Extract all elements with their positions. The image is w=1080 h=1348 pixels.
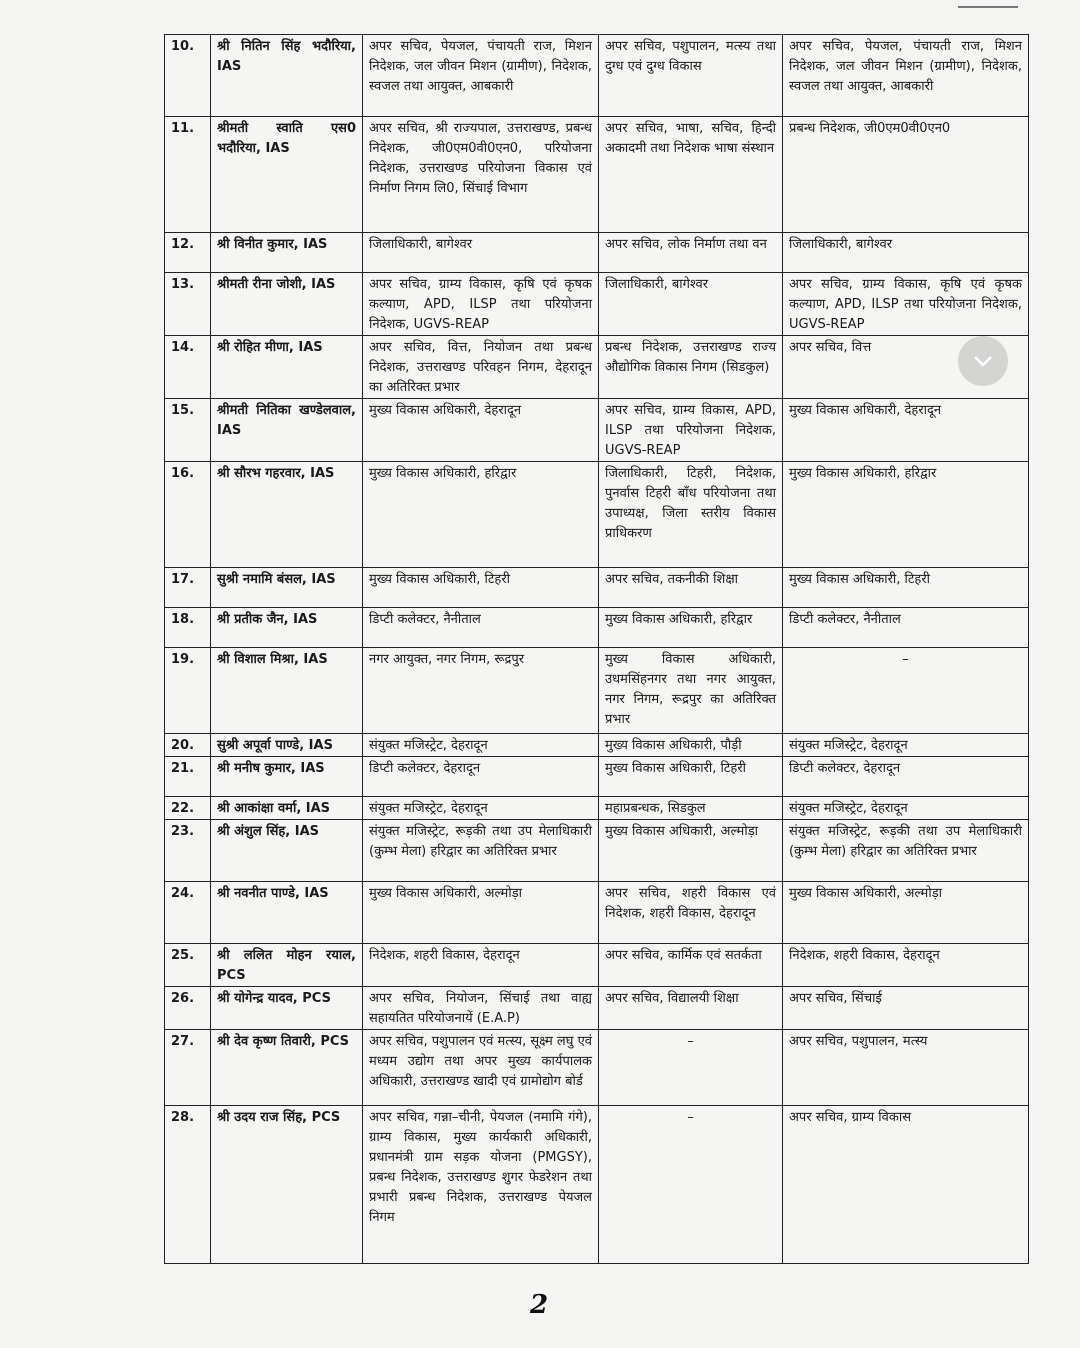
- current-post: मुख्य विकास अधिकारी, अल्मोड़ा: [363, 882, 599, 944]
- row-number: 23.: [165, 820, 211, 882]
- relieved-post: मुख्य विकास अधिकारी, अल्मोड़ा: [783, 882, 1029, 944]
- current-post: मुख्य विकास अधिकारी, टिहरी: [363, 568, 599, 608]
- relieved-post: मुख्य विकास अधिकारी, हरिद्वार: [783, 462, 1029, 568]
- table-row: [165, 797, 1029, 820]
- table-row: [165, 882, 1029, 944]
- relieved-post: अपर सचिव, पशुपालन, मत्स्य: [783, 1030, 1029, 1106]
- officer-name: श्रीमती स्वाति एस0 भदौरिया, IAS: [211, 117, 363, 233]
- row-number: 14.: [165, 336, 211, 399]
- table-row: [165, 648, 1029, 734]
- officer-name: श्री विनीत कुमार, IAS: [211, 233, 363, 273]
- table-row: [165, 1106, 1029, 1264]
- current-post: अपर सचिव, पशुपालन एवं मत्स्य, सूक्ष्म लघु एवं मध्यम उद्योग तथा अपर मुख्य कार्यपालक अधिकारी, उत्तराखण्ड खादी एवं ग्रामोद्योग बोर्ड: [363, 1030, 599, 1106]
- table-row: [165, 399, 1029, 462]
- new-post: मुख्य विकास अधिकारी, उधमसिंहनगर तथा नगर आयुक्त, नगर निगम, रूद्रपुर का अतिरिक्त प्रभार: [599, 648, 783, 734]
- page-number: 2: [530, 1290, 549, 1320]
- row-number: 17.: [165, 568, 211, 608]
- relieved-post: डिप्टी कलेक्टर, देहरादून: [783, 757, 1029, 797]
- current-post: संयुक्त मजिस्ट्रेट, रूड़की तथा उप मेलाधिकारी (कुम्भ मेला) हरिद्वार का अतिरिक्त प्रभार: [363, 820, 599, 882]
- table-row: [165, 734, 1029, 757]
- row-number: 25.: [165, 944, 211, 987]
- new-post: अपर सचिव, शहरी विकास एवं निदेशक, शहरी विकास, देहरादून: [599, 882, 783, 944]
- relieved-post: अपर सचिव, ग्राम्य विकास, कृषि एवं कृषक कल्याण, APD, ILSP तथा परियोजना निदेशक, UGVS-REAP: [783, 273, 1029, 336]
- current-post: मुख्य विकास अधिकारी, देहरादून: [363, 399, 599, 462]
- row-number: 20.: [165, 734, 211, 757]
- row-number: 12.: [165, 233, 211, 273]
- current-post: अपर सचिव, गन्ना–चीनी, पेयजल (नमामि गंगे), ग्राम्य विकास, मुख्य कार्यकारी अधिकारी, प्रधानमंत्री ग्राम सड़क योजना (PMGSY), प्रबन्ध निदेशक, उत्तराखण्ड शुगर फेडरेशन तथा प्रभारी प्रबन्ध निदेशक, उत्तराखण्ड पेयजल निगम: [363, 1106, 599, 1264]
- transfer-table: [164, 34, 1029, 1264]
- new-post: –: [599, 1106, 783, 1264]
- current-post: अपर सचिव, पेयजल, पंचायती राज, मिशन निदेशक, जल जीवन मिशन (ग्रामीण), निदेशक, स्वजल तथा आयुक्त, आबकारी: [363, 35, 599, 117]
- row-number: 16.: [165, 462, 211, 568]
- new-post: अपर सचिव, ग्राम्य विकास, APD, ILSP तथा परियोजना निदेशक, UGVS-REAP: [599, 399, 783, 462]
- officer-name: सुश्री नमामि बंसल, IAS: [211, 568, 363, 608]
- table-row: [165, 568, 1029, 608]
- relieved-post: डिप्टी कलेक्टर, नैनीताल: [783, 608, 1029, 648]
- current-post: संयुक्त मजिस्ट्रेट, देहरादून: [363, 797, 599, 820]
- table-row: [165, 336, 1029, 399]
- relieved-post: अपर सचिव, वित्त: [783, 336, 1029, 399]
- new-post: मुख्य विकास अधिकारी, अल्मोड़ा: [599, 820, 783, 882]
- row-number: 22.: [165, 797, 211, 820]
- table-row: [165, 608, 1029, 648]
- current-post: अपर सचिव, श्री राज्यपाल, उत्तराखण्ड, प्रबन्ध निदेशक, जी0एम0वी0एन0, परियोजना निदेशक, उत्तराखण्ड परियोजना विकास एवं निर्माण निगम लि0, सिंचाई विभाग: [363, 117, 599, 233]
- officer-name: श्री नितिन सिंह भदौरिया, IAS: [211, 35, 363, 117]
- officer-name: श्री विशाल मिश्रा, IAS: [211, 648, 363, 734]
- table-row: [165, 273, 1029, 336]
- table-row: [165, 757, 1029, 797]
- row-number: 11.: [165, 117, 211, 233]
- current-post: निदेशक, शहरी विकास, देहरादून: [363, 944, 599, 987]
- row-number: 26.: [165, 987, 211, 1030]
- officer-name: श्रीमती रीना जोशी, IAS: [211, 273, 363, 336]
- new-post: जिलाधिकारी, टिहरी, निदेशक, पुनर्वास टिहरी बाँध परियोजना तथा उपाध्यक्ष, जिला स्तरीय विकास प्राधिकरण: [599, 462, 783, 568]
- table-row: [165, 987, 1029, 1030]
- officer-name: सुश्री अपूर्वा पाण्डे, IAS: [211, 734, 363, 757]
- current-post: अपर सचिव, वित्त, नियोजन तथा प्रबन्ध निदेशक, उत्तराखण्ड परिवहन निगम, देहरादून का अतिरिक्त प्रभार: [363, 336, 599, 399]
- new-post: प्रबन्ध निदेशक, उत्तराखण्ड राज्य औद्योगिक विकास निगम (सिडकुल): [599, 336, 783, 399]
- relieved-post: मुख्य विकास अधिकारी, टिहरी: [783, 568, 1029, 608]
- table-row: [165, 820, 1029, 882]
- page-edge-mark: [958, 0, 1018, 8]
- new-post: अपर सचिव, पशुपालन, मत्स्य तथा दुग्ध एवं दुग्ध विकास: [599, 35, 783, 117]
- row-number: 28.: [165, 1106, 211, 1264]
- table-row: [165, 35, 1029, 117]
- current-post: मुख्य विकास अधिकारी, हरिद्वार: [363, 462, 599, 568]
- new-post: मुख्य विकास अधिकारी, टिहरी: [599, 757, 783, 797]
- current-post: डिप्टी कलेक्टर, देहरादून: [363, 757, 599, 797]
- officer-name: श्री नवनीत पाण्डे, IAS: [211, 882, 363, 944]
- row-number: 13.: [165, 273, 211, 336]
- new-post: अपर सचिव, तकनीकी शिक्षा: [599, 568, 783, 608]
- new-post: महाप्रबन्धक, सिडकुल: [599, 797, 783, 820]
- new-post: अपर सचिव, विद्यालयी शिक्षा: [599, 987, 783, 1030]
- relieved-post: अपर सचिव, सिंचाई: [783, 987, 1029, 1030]
- table-row: [165, 944, 1029, 987]
- chevron-down-icon: [973, 355, 993, 367]
- officer-name: श्री मनीष कुमार, IAS: [211, 757, 363, 797]
- current-post: अपर सचिव, ग्राम्य विकास, कृषि एवं कृषक कल्याण, APD, ILSP तथा परियोजना निदेशक, UGVS-REAP: [363, 273, 599, 336]
- relieved-post: अपर सचिव, ग्राम्य विकास: [783, 1106, 1029, 1264]
- officer-name: श्रीमती नितिका खण्डेलवाल, IAS: [211, 399, 363, 462]
- scroll-down-button[interactable]: [958, 336, 1008, 386]
- officer-name: श्री रोहित मीणा, IAS: [211, 336, 363, 399]
- officer-name: श्री ललित मोहन रयाल, PCS: [211, 944, 363, 987]
- current-post: जिलाधिकारी, बागेश्वर: [363, 233, 599, 273]
- table-row: [165, 1030, 1029, 1106]
- current-post: संयुक्त मजिस्ट्रेट, देहरादून: [363, 734, 599, 757]
- row-number: 21.: [165, 757, 211, 797]
- relieved-post: जिलाधिकारी, बागेश्वर: [783, 233, 1029, 273]
- relieved-post: मुख्य विकास अधिकारी, देहरादून: [783, 399, 1029, 462]
- current-post: अपर सचिव, नियोजन, सिंचाई तथा वाह्य सहायतित परियोजनायें (E.A.P): [363, 987, 599, 1030]
- relieved-post: संयुक्त मजिस्ट्रेट, देहरादून: [783, 734, 1029, 757]
- row-number: 19.: [165, 648, 211, 734]
- officer-name: श्री योगेन्द्र यादव, PCS: [211, 987, 363, 1030]
- row-number: 15.: [165, 399, 211, 462]
- relieved-post: प्रबन्ध निदेशक, जी0एम0वी0एन0: [783, 117, 1029, 233]
- new-post: अपर सचिव, कार्मिक एवं सतर्कता: [599, 944, 783, 987]
- relieved-post: संयुक्त मजिस्ट्रेट, देहरादून: [783, 797, 1029, 820]
- new-post: अपर सचिव, भाषा, सचिव, हिन्दी अकादमी तथा निदेशक भाषा संस्थान: [599, 117, 783, 233]
- officer-name: श्री प्रतीक जैन, IAS: [211, 608, 363, 648]
- table-row: [165, 462, 1029, 568]
- relieved-post: अपर सचिव, पेयजल, पंचायती राज, मिशन निदेशक, जल जीवन मिशन (ग्रामीण), निदेशक, स्वजल तथा आयुक्त, आबकारी: [783, 35, 1029, 117]
- relieved-post: –: [783, 648, 1029, 734]
- current-post: डिप्टी कलेक्टर, नैनीताल: [363, 608, 599, 648]
- relieved-post: निदेशक, शहरी विकास, देहरादून: [783, 944, 1029, 987]
- row-number: 10.: [165, 35, 211, 117]
- officer-name: श्री देव कृष्ण तिवारी, PCS: [211, 1030, 363, 1106]
- row-number: 27.: [165, 1030, 211, 1106]
- table-row: [165, 117, 1029, 233]
- new-post: –: [599, 1030, 783, 1106]
- row-number: 18.: [165, 608, 211, 648]
- current-post: नगर आयुक्त, नगर निगम, रूद्रपुर: [363, 648, 599, 734]
- new-post: मुख्य विकास अधिकारी, हरिद्वार: [599, 608, 783, 648]
- officer-name: श्री आकांक्षा वर्मा, IAS: [211, 797, 363, 820]
- officer-name: श्री सौरभ गहरवार, IAS: [211, 462, 363, 568]
- row-number: 24.: [165, 882, 211, 944]
- new-post: जिलाधिकारी, बागेश्वर: [599, 273, 783, 336]
- transfer-table-body: [165, 35, 1029, 1264]
- officer-name: श्री अंशुल सिंह, IAS: [211, 820, 363, 882]
- table-row: [165, 233, 1029, 273]
- new-post: मुख्य विकास अधिकारी, पौड़ी: [599, 734, 783, 757]
- new-post: अपर सचिव, लोक निर्माण तथा वन: [599, 233, 783, 273]
- officer-name: श्री उदय राज सिंह, PCS: [211, 1106, 363, 1264]
- relieved-post: संयुक्त मजिस्ट्रेट, रूड़की तथा उप मेलाधिकारी (कुम्भ मेला) हरिद्वार का अतिरिक्त प्रभार: [783, 820, 1029, 882]
